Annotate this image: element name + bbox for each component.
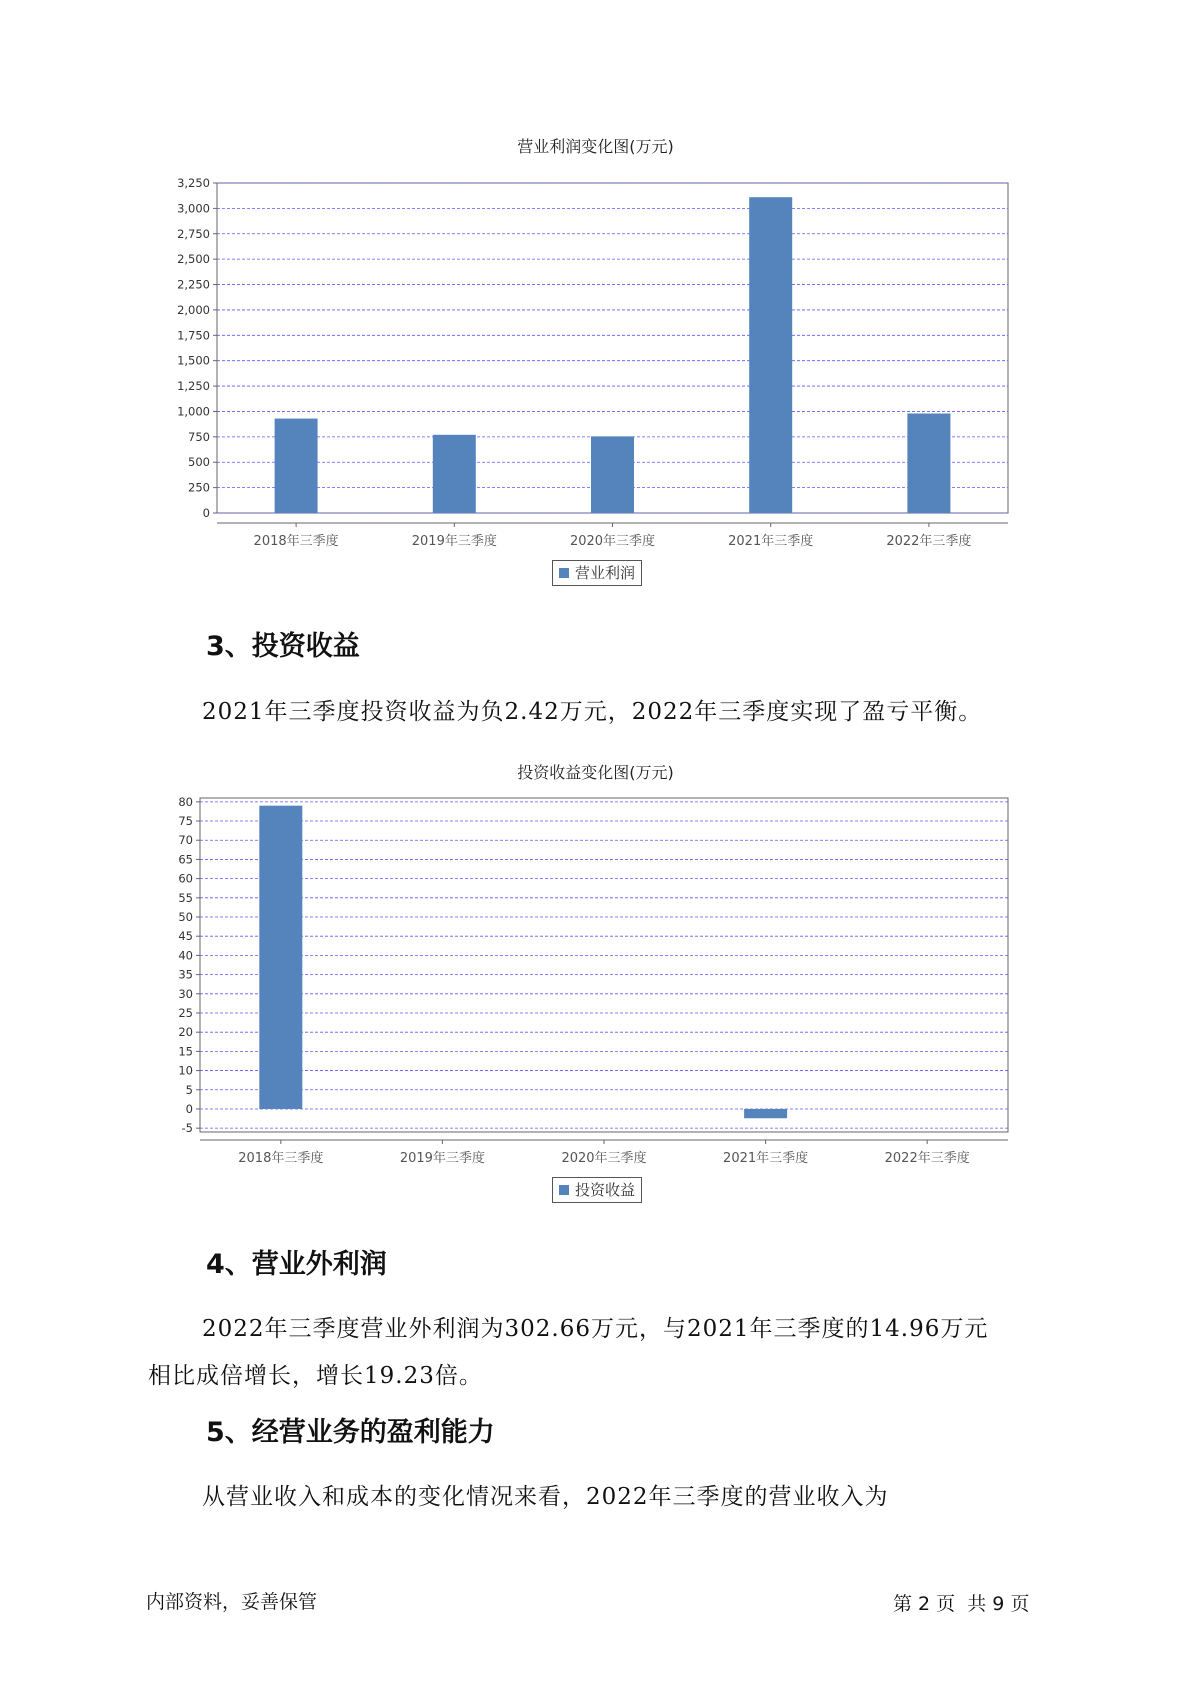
legend-swatch — [559, 568, 569, 578]
chart1-legend-label: 营业利润 — [575, 564, 636, 582]
y-tick-label: 60 — [178, 871, 193, 886]
y-tick-label: 80 — [178, 794, 193, 809]
chart2 — [0, 790, 1191, 1190]
y-tick-label: 15 — [178, 1044, 193, 1059]
footer-right: 第 2 页 共 9 页 — [893, 1593, 1030, 1615]
y-tick-label: 0 — [185, 1101, 193, 1116]
section5-text: 从营业收入和成本的变化情况来看，2022年三季度的营业收入为 — [202, 1484, 889, 1510]
x-tick-label: 2021年三季度 — [723, 1151, 809, 1166]
chart1-title: 营业利润变化图(万元) — [517, 137, 674, 156]
y-tick-label: 65 — [178, 852, 193, 867]
x-tick-label: 2019年三季度 — [411, 534, 497, 549]
y-tick-label: -5 — [181, 1121, 193, 1136]
section4-line2: 相比成倍增长，增长19.23倍。 — [148, 1363, 483, 1389]
plot-area — [200, 798, 1008, 1132]
y-tick-label: 1,250 — [177, 379, 210, 394]
y-tick-label: 3,000 — [177, 201, 210, 216]
y-tick-label: 2,000 — [177, 302, 210, 317]
bar-2020年三季度 — [591, 436, 634, 513]
section4-heading: 4、营业外利润 — [206, 1249, 387, 1280]
x-tick-label: 2022年三季度 — [886, 534, 972, 549]
y-tick-label: 500 — [188, 455, 210, 470]
y-tick-label: 1,500 — [177, 353, 210, 368]
bar-2022年三季度 — [907, 413, 950, 513]
y-tick-label: 10 — [178, 1063, 193, 1078]
chart2-legend — [552, 1177, 642, 1203]
legend-swatch — [559, 1185, 569, 1195]
footer-left: 内部资料，妥善保管 — [146, 1591, 318, 1613]
y-tick-label: 55 — [178, 890, 193, 905]
y-tick-label: 40 — [178, 948, 193, 963]
y-tick-label: 5 — [185, 1082, 193, 1097]
bar-2018年三季度 — [275, 419, 318, 513]
chart2-legend-label: 投资收益 — [575, 1181, 636, 1199]
x-tick-label: 2018年三季度 — [253, 534, 339, 549]
x-tick-label: 2020年三季度 — [569, 534, 656, 549]
section4-line1: 2022年三季度营业外利润为302.66万元，与2021年三季度的14.96万元 — [202, 1316, 989, 1342]
x-tick-label: 2020年三季度 — [561, 1151, 647, 1166]
y-tick-label: 3,250 — [177, 176, 210, 190]
section5-heading: 5、经营业务的盈利能力 — [206, 1417, 495, 1448]
y-tick-label: 50 — [178, 910, 193, 925]
bar-2021年三季度 — [744, 1109, 787, 1118]
bar-2021年三季度 — [749, 197, 792, 513]
y-tick-label: 70 — [178, 833, 193, 848]
y-tick-label: 2,500 — [177, 252, 210, 267]
y-tick-label: 30 — [178, 986, 193, 1001]
y-tick-label: 35 — [178, 967, 193, 982]
bar-2019年三季度 — [433, 435, 476, 513]
y-tick-label: 1,000 — [177, 404, 210, 419]
x-tick-label: 2022年三季度 — [884, 1151, 970, 1166]
y-tick-label: 2,250 — [177, 277, 210, 292]
y-tick-label: 0 — [202, 506, 210, 520]
y-tick-label: 75 — [178, 814, 193, 829]
chart1-legend — [552, 560, 642, 586]
y-tick-label: 25 — [178, 1005, 193, 1020]
y-tick-label: 45 — [178, 929, 193, 944]
y-tick-label: 2,750 — [177, 226, 210, 241]
y-tick-label: 20 — [178, 1025, 193, 1040]
section3-heading: 3、投资收益 — [206, 631, 360, 662]
y-tick-label: 1,750 — [177, 328, 210, 343]
y-tick-label: 750 — [188, 429, 210, 444]
chart1 — [0, 165, 1191, 565]
section3-text: 2021年三季度投资收益为负2.42万元，2022年三季度实现了盈亏平衡。 — [202, 699, 983, 725]
x-tick-label: 2018年三季度 — [238, 1151, 324, 1166]
chart2-title: 投资收益变化图(万元) — [517, 763, 674, 782]
bar-2018年三季度 — [259, 806, 302, 1109]
x-tick-label: 2021年三季度 — [728, 534, 814, 549]
x-tick-label: 2019年三季度 — [399, 1151, 485, 1166]
y-tick-label: 250 — [188, 480, 210, 495]
